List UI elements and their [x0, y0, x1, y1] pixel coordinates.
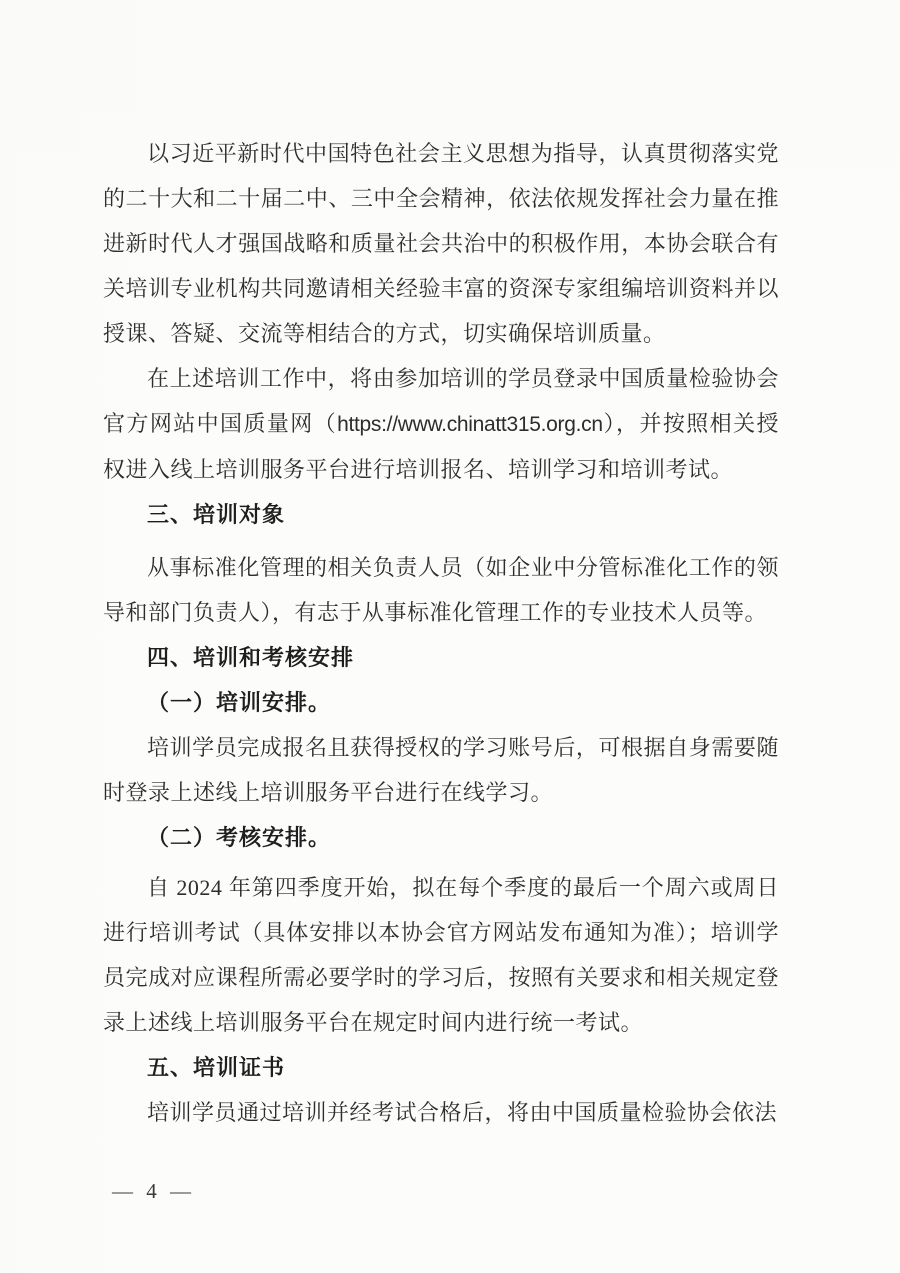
- text-run: ），并按照相关授权进入线上培训服务平台进行培训报名、培训学习和培训考试。: [103, 411, 779, 482]
- paragraph: [103, 865, 779, 1045]
- section-heading: [103, 492, 779, 537]
- section-heading: [103, 1045, 779, 1090]
- paragraph: [103, 545, 779, 635]
- text-run: （二）考核安排。: [147, 825, 332, 850]
- paragraph: [103, 356, 779, 492]
- paragraph: [103, 1090, 779, 1135]
- text-run: 从事标准化管理的相关负责人员（如企业中分管标准化工作的领导和部门负责人），有志于从事标准化管理工作的专业技术人员等。: [103, 555, 779, 625]
- url-text: https://www.chinatt315.org.cn: [337, 413, 603, 436]
- text-run: 以习近平新时代中国特色社会主义思想为指导，认真贯彻落实党的二十大和二十届二中、三中全会精神，依法依规发挥社会力量在推进新时代人才强国战略和质量社会共治中的积极作用，本协会联合有关培训专业机构共同邀请相关经验丰富的资深专家组编培训资料并以授课、答疑、交流等相结合的方式，切实确保培训质量。: [103, 141, 779, 346]
- text-run: 培训学员通过培训并经考试合格后，将由中国质量检验协会依法: [147, 1100, 778, 1125]
- page-number: — 4 —: [112, 1179, 195, 1203]
- section-subheading: [103, 680, 779, 725]
- section-subheading: [103, 815, 779, 860]
- text-run: （一）培训安排。: [147, 690, 332, 715]
- text-run: 在上述培训工作中，将由参加培训的学员登录中国质量检验协会官方网站中国质量网（: [103, 366, 779, 436]
- text-run: 三、培训对象: [147, 502, 286, 527]
- text-run: 五、培训证书: [147, 1055, 286, 1080]
- document-body: [103, 0, 779, 1135]
- paragraph: [103, 725, 779, 815]
- text-run: 自 2024 年第四季度开始，拟在每个季度的最后一个周六或周日进行培训考试（具体安排以本协会官方网站发布通知为准）；培训学员完成对应课程所需必要学时的学习后，按照有关要求和相关规定登录上述线上培训服务平台在规定时间内进行统一考试。: [103, 875, 779, 1035]
- text-run: 培训学员完成报名且获得授权的学习账号后，可根据自身需要随时登录上述线上培训服务平台进行在线学习。: [103, 735, 779, 805]
- section-heading: [103, 635, 779, 680]
- text-run: 四、培训和考核安排: [147, 645, 355, 670]
- paragraph: [103, 131, 779, 356]
